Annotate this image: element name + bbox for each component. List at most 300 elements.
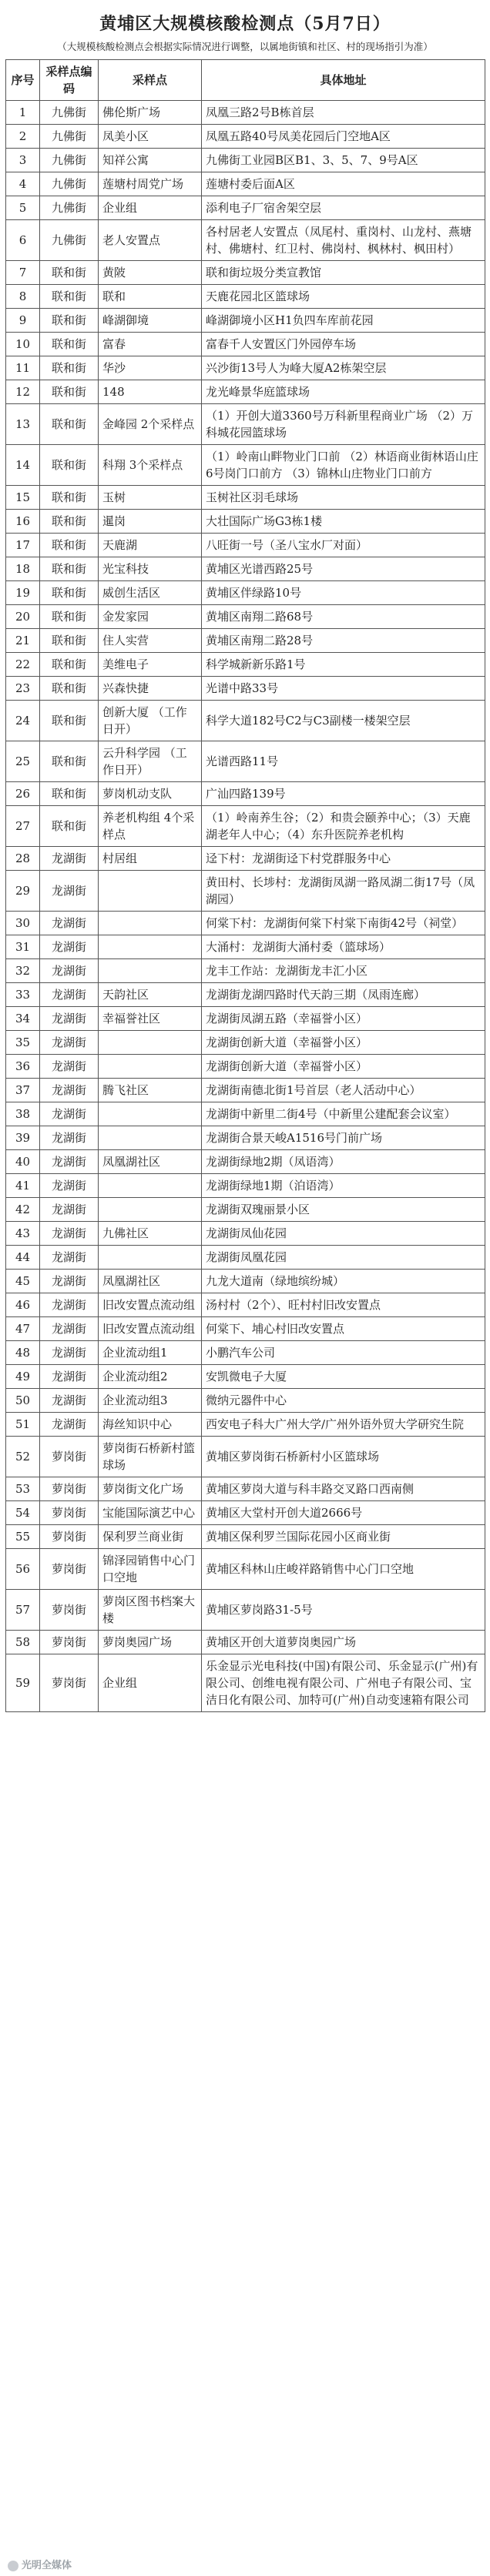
site-address: 龙丰工作站：龙湖街龙丰汇小区	[202, 959, 485, 983]
table-row	[6, 629, 485, 653]
row-number: 43	[6, 1222, 40, 1246]
site-address: 龙湖街创新大道（幸福誉小区）	[202, 1055, 485, 1079]
site-code: 龙湖街	[40, 1270, 99, 1293]
row-number: 18	[6, 557, 40, 581]
site-address: 黄埔区萝岗路31-5号	[202, 1590, 485, 1631]
site-name: 企业组	[99, 196, 202, 220]
site-name: 九佛社区	[99, 1222, 202, 1246]
row-number: 33	[6, 983, 40, 1007]
table-row	[6, 510, 485, 534]
row-number: 46	[6, 1293, 40, 1317]
site-name: 创新大厦 （工作日开）	[99, 701, 202, 741]
row-number: 28	[6, 847, 40, 871]
site-code: 萝岗街	[40, 1437, 99, 1477]
row-number: 11	[6, 356, 40, 380]
row-number: 35	[6, 1031, 40, 1055]
site-name: 光宝科技	[99, 557, 202, 581]
site-address: 黄埔区萝岗街石桥新村小区篮球场	[202, 1437, 485, 1477]
site-address: 何棠下村：龙湖街何棠下村棠下南街42号（祠堂）	[202, 912, 485, 935]
row-number: 44	[6, 1246, 40, 1270]
site-code: 萝岗街	[40, 1654, 99, 1712]
row-number: 48	[6, 1341, 40, 1365]
row-number: 37	[6, 1079, 40, 1102]
table-row	[6, 782, 485, 806]
column-header-site: 采样点	[99, 60, 202, 101]
site-name: 住人实营	[99, 629, 202, 653]
site-address: 富春千人安置区门外园停车场	[202, 333, 485, 356]
site-name	[99, 935, 202, 959]
site-code: 联和街	[40, 333, 99, 356]
site-code: 萝岗街	[40, 1631, 99, 1654]
site-code: 龙湖街	[40, 1246, 99, 1270]
site-name: 萝岗街文化广场	[99, 1477, 202, 1501]
table-row	[6, 1055, 485, 1079]
row-number: 27	[6, 806, 40, 847]
row-number: 15	[6, 486, 40, 510]
row-number: 24	[6, 701, 40, 741]
table-row	[6, 1222, 485, 1246]
table-row	[6, 1437, 485, 1477]
site-code: 龙湖街	[40, 1389, 99, 1413]
site-address: 大壮国际广场G3栋1楼	[202, 510, 485, 534]
site-name: 科翔 3个采样点	[99, 445, 202, 486]
site-name	[99, 1174, 202, 1198]
table-row	[6, 1654, 485, 1712]
site-address: 迳下村：龙湖街迳下村党群服务中心	[202, 847, 485, 871]
table-row	[6, 806, 485, 847]
site-address: （1）岭南养生谷；（2）和贵会颐养中心；（3）天鹿湖老年人中心；（4）东升医院养老机构	[202, 806, 485, 847]
site-name: 联和	[99, 285, 202, 309]
row-number: 14	[6, 445, 40, 486]
site-name: 玉树	[99, 486, 202, 510]
site-address: 九龙大道南（绿地缤纷城）	[202, 1270, 485, 1293]
site-code: 联和街	[40, 701, 99, 741]
site-address: 八旺街一号（圣八宝水厂对面）	[202, 534, 485, 557]
table-row	[6, 605, 485, 629]
site-address: 龙湖街中新里二街4号（中新里公建配套会议室）	[202, 1102, 485, 1126]
site-name: 富春	[99, 333, 202, 356]
site-code: 萝岗街	[40, 1549, 99, 1590]
site-code: 联和街	[40, 782, 99, 806]
row-number: 57	[6, 1590, 40, 1631]
table-row	[6, 285, 485, 309]
row-number: 58	[6, 1631, 40, 1654]
column-header-address: 具体地址	[202, 60, 485, 101]
site-code: 联和街	[40, 404, 99, 445]
site-name: 美维电子	[99, 653, 202, 677]
row-number: 22	[6, 653, 40, 677]
site-address: 龙湖街凤仙花园	[202, 1222, 485, 1246]
site-name	[99, 1198, 202, 1222]
site-name: 金发家园	[99, 605, 202, 629]
table-header-row	[6, 60, 485, 101]
site-code: 龙湖街	[40, 1413, 99, 1437]
site-name: 旧改安置点流动组	[99, 1293, 202, 1317]
row-number: 2	[6, 125, 40, 149]
watermark-logo-icon	[8, 2561, 18, 2571]
site-address: 添利电子厂宿舍架空层	[202, 196, 485, 220]
table-row	[6, 581, 485, 605]
site-name: 天韵社区	[99, 983, 202, 1007]
site-code: 龙湖街	[40, 1126, 99, 1150]
row-number: 45	[6, 1270, 40, 1293]
site-code: 龙湖街	[40, 959, 99, 983]
table-row	[6, 1079, 485, 1102]
site-code: 龙湖街	[40, 1317, 99, 1341]
row-number: 38	[6, 1102, 40, 1126]
table-row	[6, 1198, 485, 1222]
site-name: 黄陂	[99, 261, 202, 285]
site-address: 龙光峰景华庭篮球场	[202, 380, 485, 404]
row-number: 19	[6, 581, 40, 605]
site-name	[99, 1102, 202, 1126]
site-code: 龙湖街	[40, 1150, 99, 1174]
table-row	[6, 1365, 485, 1389]
site-address: 小鹏汽车公司	[202, 1341, 485, 1365]
row-number: 20	[6, 605, 40, 629]
table-row	[6, 1341, 485, 1365]
site-address: 黄埔区科林山庄峻祥路销售中心门口空地	[202, 1549, 485, 1590]
row-number: 40	[6, 1150, 40, 1174]
table-row	[6, 1174, 485, 1198]
site-address: 龙湖街凤凰花园	[202, 1246, 485, 1270]
site-name: 保利罗兰商业街	[99, 1525, 202, 1549]
row-number: 49	[6, 1365, 40, 1389]
site-code: 龙湖街	[40, 1198, 99, 1222]
site-address: 黄埔区南翔二路28号	[202, 629, 485, 653]
site-name: 萝岗奥园广场	[99, 1631, 202, 1654]
site-address: 各村居老人安置点（凤尾村、重岗村、山龙村、燕塘村、佛塘村、红卫村、佛岗村、枫林村、枫田村）	[202, 220, 485, 261]
table-row	[6, 912, 485, 935]
site-address: 黄埔区保利罗兰国际花园小区商业街	[202, 1525, 485, 1549]
row-number: 51	[6, 1413, 40, 1437]
sampling-site-table	[5, 59, 485, 1712]
row-number: 39	[6, 1126, 40, 1150]
table-row	[6, 983, 485, 1007]
site-code: 联和街	[40, 629, 99, 653]
site-code: 九佛街	[40, 196, 99, 220]
site-code: 联和街	[40, 741, 99, 782]
site-code: 九佛街	[40, 220, 99, 261]
row-number: 36	[6, 1055, 40, 1079]
table-row	[6, 677, 485, 701]
site-code: 萝岗街	[40, 1590, 99, 1631]
table-row	[6, 534, 485, 557]
site-address: 光谱西路11号	[202, 741, 485, 782]
table-row	[6, 1150, 485, 1174]
site-address: （1）岭南山畔物业门口前 （2）林语商业街林语山庄6号岗门口前方 （3）锦林山庄物业门口前方	[202, 445, 485, 486]
row-number: 17	[6, 534, 40, 557]
site-address: 安凯微电子大厦	[202, 1365, 485, 1389]
site-name: 腾飞社区	[99, 1079, 202, 1102]
site-code: 龙湖街	[40, 1174, 99, 1198]
site-name: 天鹿湖	[99, 534, 202, 557]
row-number: 52	[6, 1437, 40, 1477]
row-number: 8	[6, 285, 40, 309]
row-number: 47	[6, 1317, 40, 1341]
site-code: 九佛街	[40, 125, 99, 149]
table-row	[6, 1126, 485, 1150]
site-name: 养老机构组 4个采样点	[99, 806, 202, 847]
table-row	[6, 1293, 485, 1317]
row-number: 54	[6, 1501, 40, 1525]
site-code: 联和街	[40, 581, 99, 605]
site-name: 云升科学园 （工作日开）	[99, 741, 202, 782]
site-address: 龙湖街合景天峻A1516号门前广场	[202, 1126, 485, 1150]
table-row	[6, 196, 485, 220]
row-number: 25	[6, 741, 40, 782]
row-number: 10	[6, 333, 40, 356]
site-name: 莲塘村周党广场	[99, 172, 202, 196]
site-address: 龙湖街龙湖四路时代天韵三期（凤雨连廊）	[202, 983, 485, 1007]
site-name: 企业流动组3	[99, 1389, 202, 1413]
site-address: 龙湖街凤湖五路（幸福誉小区）	[202, 1007, 485, 1031]
table-row	[6, 1549, 485, 1590]
site-code: 联和街	[40, 605, 99, 629]
site-address: 何棠下、埔心村旧改安置点	[202, 1317, 485, 1341]
site-address: 乐金显示光电科技(中国)有限公司、乐金显示(广州)有限公司、创维电视有限公司、广州电子有限公司、宝洁日化有限公司、加特可(广州)自动变速箱有限公司	[202, 1654, 485, 1712]
site-address: 兴沙街13号人为峰大厦A2栋架空层	[202, 356, 485, 380]
site-address: 科学大道182号C2与C3副楼一楼架空层	[202, 701, 485, 741]
table-row	[6, 1590, 485, 1631]
site-name: 老人安置点	[99, 220, 202, 261]
table-row	[6, 261, 485, 285]
site-name	[99, 912, 202, 935]
table-row	[6, 1477, 485, 1501]
site-code: 龙湖街	[40, 983, 99, 1007]
watermark	[8, 2557, 72, 2571]
site-name: 萝岗街石桥新村篮球场	[99, 1437, 202, 1477]
site-address: 黄埔区南翔二路68号	[202, 605, 485, 629]
site-address: 龙湖街创新大道（幸福誉小区）	[202, 1031, 485, 1055]
site-address: 峰湖御境小区H1负四车库前花园	[202, 309, 485, 333]
site-code: 联和街	[40, 806, 99, 847]
site-name	[99, 871, 202, 912]
row-number: 5	[6, 196, 40, 220]
page-note: （大规模核酸检测点会根据实际情况进行调整，以属地街镇和社区、村的现场指引为准）	[57, 41, 433, 52]
site-address: 西安电子科大广州大学/广州外语外贸大学研究生院	[202, 1413, 485, 1437]
row-number: 34	[6, 1007, 40, 1031]
site-name: 知祥公寓	[99, 149, 202, 172]
site-code: 龙湖街	[40, 1007, 99, 1031]
site-name: 宝能国际演艺中心	[99, 1501, 202, 1525]
site-name: 锦泽园销售中心门口空地	[99, 1549, 202, 1590]
site-code: 龙湖街	[40, 1341, 99, 1365]
site-code: 联和街	[40, 653, 99, 677]
site-code: 联和街	[40, 261, 99, 285]
site-address: 龙湖街南德北街1号首层（老人活动中心）	[202, 1079, 485, 1102]
site-name: 企业组	[99, 1654, 202, 1712]
site-name: 峰湖御境	[99, 309, 202, 333]
table-row	[6, 220, 485, 261]
site-name: 兴森快捷	[99, 677, 202, 701]
site-name	[99, 959, 202, 983]
site-name: 企业流动组1	[99, 1341, 202, 1365]
row-number: 53	[6, 1477, 40, 1501]
table-row	[6, 1031, 485, 1055]
table-row	[6, 1413, 485, 1437]
site-address: 黄埔区大堂村开创大道2666号	[202, 1501, 485, 1525]
site-address: 凤凰三路2号B栋首层	[202, 101, 485, 125]
site-code: 龙湖街	[40, 1365, 99, 1389]
row-number: 21	[6, 629, 40, 653]
row-number: 29	[6, 871, 40, 912]
site-address: 汤村村（2个）、旺村村旧改安置点	[202, 1293, 485, 1317]
table-row	[6, 1246, 485, 1270]
site-code: 龙湖街	[40, 1079, 99, 1102]
row-number: 32	[6, 959, 40, 983]
site-name	[99, 1126, 202, 1150]
table-row	[6, 149, 485, 172]
table-row	[6, 935, 485, 959]
table-row	[6, 1501, 485, 1525]
site-code: 萝岗街	[40, 1477, 99, 1501]
table-row	[6, 741, 485, 782]
site-name: 海丝知识中心	[99, 1413, 202, 1437]
site-address: 天鹿花园北区篮球场	[202, 285, 485, 309]
table-row	[6, 847, 485, 871]
page-title: 黄埔区大规模核酸检测点（5月7日）	[99, 14, 391, 34]
site-code: 萝岗街	[40, 1525, 99, 1549]
site-code: 联和街	[40, 309, 99, 333]
row-number: 16	[6, 510, 40, 534]
site-name: 凤凰湖社区	[99, 1150, 202, 1174]
table-row	[6, 1270, 485, 1293]
table-row	[6, 1317, 485, 1341]
site-name: 暹岗	[99, 510, 202, 534]
table-row	[6, 1389, 485, 1413]
site-address: 黄埔区开创大道萝岗奥园广场	[202, 1631, 485, 1654]
site-code: 九佛街	[40, 149, 99, 172]
site-address: 龙湖街双瑰丽景小区	[202, 1198, 485, 1222]
site-code: 龙湖街	[40, 1031, 99, 1055]
site-code: 萝岗街	[40, 1501, 99, 1525]
site-code: 联和街	[40, 486, 99, 510]
row-number: 7	[6, 261, 40, 285]
row-number: 31	[6, 935, 40, 959]
site-name: 148	[99, 380, 202, 404]
row-number: 6	[6, 220, 40, 261]
row-number: 59	[6, 1654, 40, 1712]
site-code: 九佛街	[40, 101, 99, 125]
row-number: 4	[6, 172, 40, 196]
site-name: 幸福誉社区	[99, 1007, 202, 1031]
site-code: 联和街	[40, 677, 99, 701]
site-address: 黄田村、长埗村：龙湖街凤湖一路凤湖二街17号（凤湖园）	[202, 871, 485, 912]
site-code: 联和街	[40, 534, 99, 557]
site-address: 大涌村：龙湖街大涌村委（篮球场）	[202, 935, 485, 959]
table-row	[6, 380, 485, 404]
site-code: 龙湖街	[40, 847, 99, 871]
site-code: 龙湖街	[40, 1293, 99, 1317]
row-number: 50	[6, 1389, 40, 1413]
row-number: 9	[6, 309, 40, 333]
site-name: 凤凰湖社区	[99, 1270, 202, 1293]
site-code: 龙湖街	[40, 935, 99, 959]
site-name	[99, 1055, 202, 1079]
table-row	[6, 557, 485, 581]
site-code: 龙湖街	[40, 1222, 99, 1246]
table-row	[6, 309, 485, 333]
site-address: 凤凰五路40号凤美花园后门空地A区	[202, 125, 485, 149]
site-code: 龙湖街	[40, 912, 99, 935]
table-row	[6, 653, 485, 677]
row-number: 13	[6, 404, 40, 445]
site-name: 金峰园 2个采样点	[99, 404, 202, 445]
site-name: 萝岗机动支队	[99, 782, 202, 806]
site-address: 九佛街工业园B区B1、3、5、7、9号A区	[202, 149, 485, 172]
table-row	[6, 404, 485, 445]
site-address: 玉树社区羽毛球场	[202, 486, 485, 510]
site-name: 威创生活区	[99, 581, 202, 605]
site-name	[99, 1031, 202, 1055]
table-row	[6, 333, 485, 356]
site-name: 村居组	[99, 847, 202, 871]
site-code: 九佛街	[40, 172, 99, 196]
site-name: 旧改安置点流动组	[99, 1317, 202, 1341]
site-address: （1）开创大道3360号万科新里程商业广场 （2）万科城花园篮球场	[202, 404, 485, 445]
site-name	[99, 1246, 202, 1270]
table-row	[6, 701, 485, 741]
table-row	[6, 356, 485, 380]
row-number: 3	[6, 149, 40, 172]
site-address: 龙湖街绿地1期（泊语湾）	[202, 1174, 485, 1198]
site-address: 黄埔区萝岗大道与科丰路交叉路口西南侧	[202, 1477, 485, 1501]
site-name: 企业流动组2	[99, 1365, 202, 1389]
table-body	[6, 101, 485, 1712]
site-address: 光谱中路33号	[202, 677, 485, 701]
site-code: 联和街	[40, 356, 99, 380]
row-number: 55	[6, 1525, 40, 1549]
table-row	[6, 959, 485, 983]
site-code: 联和街	[40, 510, 99, 534]
column-header-code: 采样点编码	[40, 60, 99, 101]
site-address: 广汕四路139号	[202, 782, 485, 806]
site-name: 佛伦斯广场	[99, 101, 202, 125]
site-address: 莲塘村委后面A区	[202, 172, 485, 196]
table-row	[6, 1525, 485, 1549]
table-row	[6, 1102, 485, 1126]
site-code: 龙湖街	[40, 871, 99, 912]
site-code: 龙湖街	[40, 1055, 99, 1079]
table-row	[6, 125, 485, 149]
table-row	[6, 1631, 485, 1654]
site-code: 联和街	[40, 380, 99, 404]
site-code: 龙湖街	[40, 1102, 99, 1126]
row-number: 23	[6, 677, 40, 701]
table-row	[6, 1007, 485, 1031]
site-address: 龙湖街绿地2期（凤语湾）	[202, 1150, 485, 1174]
site-code: 联和街	[40, 557, 99, 581]
table-row	[6, 486, 485, 510]
site-address: 黄埔区伴绿路10号	[202, 581, 485, 605]
row-number: 12	[6, 380, 40, 404]
site-address: 联和街垃圾分类宣教馆	[202, 261, 485, 285]
site-name: 凤美小区	[99, 125, 202, 149]
site-code: 联和街	[40, 445, 99, 486]
site-address: 微纳元器件中心	[202, 1389, 485, 1413]
site-address: 科学城新新乐路1号	[202, 653, 485, 677]
site-code: 联和街	[40, 285, 99, 309]
site-name: 华沙	[99, 356, 202, 380]
row-number: 30	[6, 912, 40, 935]
site-address: 黄埔区光谱西路25号	[202, 557, 485, 581]
row-number: 56	[6, 1549, 40, 1590]
row-number: 26	[6, 782, 40, 806]
table-row	[6, 101, 485, 125]
column-header-no: 序号	[6, 60, 40, 101]
row-number: 1	[6, 101, 40, 125]
